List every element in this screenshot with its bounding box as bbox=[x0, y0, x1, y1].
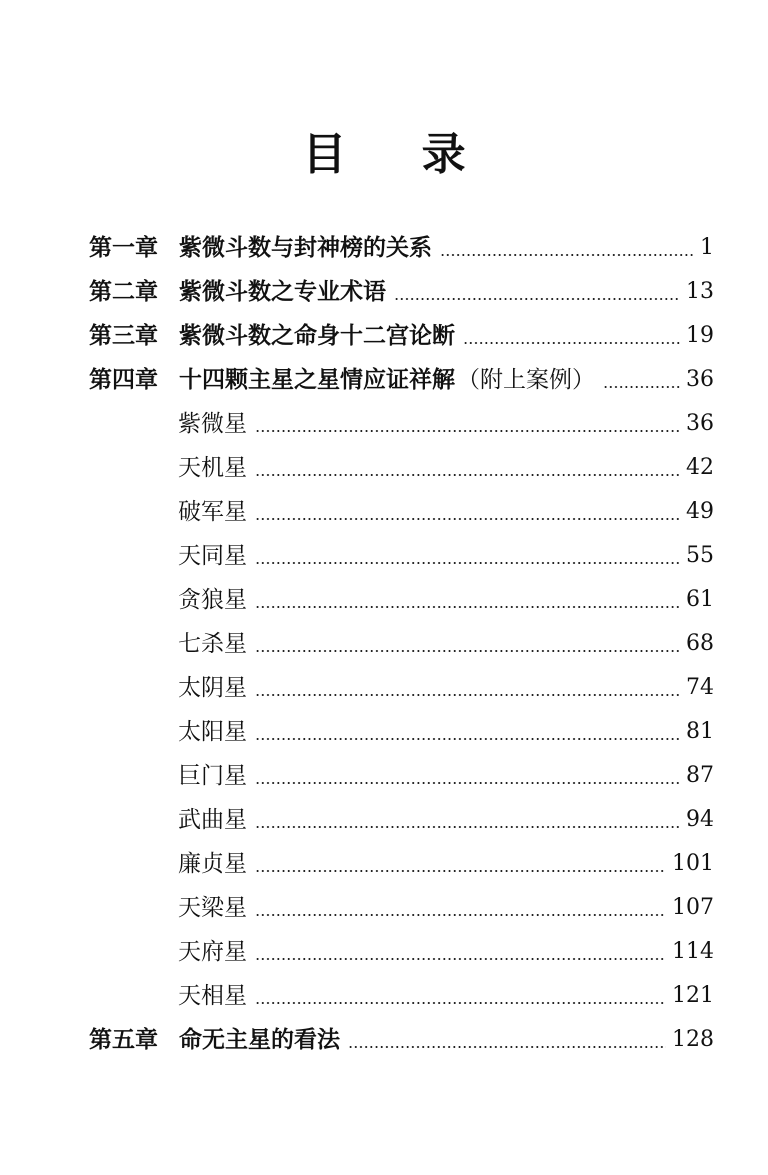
toc-entry-chapter-4[interactable] bbox=[89, 360, 714, 400]
page-number: 36 bbox=[686, 411, 714, 436]
section-title: 太阳星 bbox=[178, 719, 247, 745]
page-number: 94 bbox=[686, 807, 714, 832]
toc-entry-section[interactable] bbox=[178, 492, 714, 532]
section-title: 七杀星 bbox=[178, 631, 247, 657]
toc-entry-section[interactable] bbox=[178, 448, 714, 488]
section-title: 天府星 bbox=[178, 939, 247, 965]
dot-leader bbox=[603, 386, 680, 388]
dot-leader bbox=[255, 870, 666, 872]
section-title: 天相星 bbox=[178, 983, 247, 1009]
section-title: 紫微星 bbox=[178, 411, 247, 437]
chapter-number: 第三章 bbox=[89, 323, 158, 349]
toc-entry-section[interactable] bbox=[178, 712, 714, 752]
page-number: 49 bbox=[686, 499, 714, 524]
dot-leader bbox=[255, 518, 680, 520]
section-title: 天机星 bbox=[178, 455, 247, 481]
toc-entry-section[interactable] bbox=[178, 844, 714, 884]
toc-entry-section[interactable] bbox=[178, 888, 714, 928]
section-title: 破军星 bbox=[178, 499, 247, 525]
chapter-note: （附上案例） bbox=[457, 367, 595, 393]
dot-leader bbox=[255, 474, 680, 476]
section-title: 武曲星 bbox=[178, 807, 247, 833]
dot-leader bbox=[255, 1002, 666, 1004]
page-number: 36 bbox=[686, 367, 714, 392]
section-title: 天梁星 bbox=[178, 895, 247, 921]
chapter-number: 第二章 bbox=[89, 279, 158, 305]
dot-leader bbox=[255, 694, 680, 696]
toc-entry-chapter-3[interactable] bbox=[89, 316, 714, 356]
page-number: 55 bbox=[686, 543, 714, 568]
page-number: 42 bbox=[686, 455, 714, 480]
page-number: 114 bbox=[672, 939, 714, 964]
toc-entry-chapter-2[interactable] bbox=[89, 272, 714, 312]
dot-leader bbox=[255, 650, 680, 652]
dot-leader bbox=[255, 782, 680, 784]
page-number: 13 bbox=[686, 279, 714, 304]
chapter-number: 第四章 bbox=[89, 367, 158, 393]
toc-entry-section[interactable] bbox=[178, 668, 714, 708]
toc-entry-section[interactable] bbox=[178, 404, 714, 444]
page-number: 121 bbox=[672, 983, 714, 1008]
toc-entry-section[interactable] bbox=[178, 624, 714, 664]
page-number: 61 bbox=[686, 587, 714, 612]
toc-entry-section[interactable] bbox=[178, 756, 714, 796]
chapter-title: 十四颗主星之星情应证祥解 bbox=[179, 367, 455, 393]
chapter-title: 命无主星的看法 bbox=[179, 1027, 340, 1053]
section-title: 太阴星 bbox=[178, 675, 247, 701]
dot-leader bbox=[255, 826, 680, 828]
dot-leader bbox=[440, 254, 694, 256]
chapter-number: 第五章 bbox=[89, 1027, 158, 1053]
page-number: 87 bbox=[686, 763, 714, 788]
dot-leader bbox=[463, 342, 680, 344]
dot-leader bbox=[348, 1046, 666, 1048]
page-number: 107 bbox=[672, 895, 714, 920]
chapter-title: 紫微斗数之专业术语 bbox=[179, 279, 386, 305]
page-number: 19 bbox=[686, 323, 714, 348]
dot-leader bbox=[255, 914, 666, 916]
toc-entry-chapter-1[interactable] bbox=[89, 228, 714, 268]
dot-leader bbox=[255, 430, 680, 432]
section-title: 廉贞星 bbox=[178, 851, 247, 877]
page-number: 1 bbox=[700, 235, 714, 260]
chapter-title: 紫微斗数与封神榜的关系 bbox=[179, 235, 432, 261]
page-number: 81 bbox=[686, 719, 714, 744]
page-number: 74 bbox=[686, 675, 714, 700]
chapter-number: 第一章 bbox=[89, 235, 158, 261]
section-title: 贪狼星 bbox=[178, 587, 247, 613]
dot-leader bbox=[255, 562, 680, 564]
toc-entry-chapter-5[interactable] bbox=[89, 1020, 714, 1060]
page-number: 101 bbox=[672, 851, 714, 876]
page-number: 128 bbox=[672, 1027, 714, 1052]
dot-leader bbox=[394, 298, 680, 300]
toc-entry-section[interactable] bbox=[178, 800, 714, 840]
dot-leader bbox=[255, 958, 666, 960]
dot-leader bbox=[255, 738, 680, 740]
toc-entry-section[interactable] bbox=[178, 536, 714, 576]
section-title: 巨门星 bbox=[178, 763, 247, 789]
page-title: 目 录 bbox=[302, 129, 496, 180]
section-title: 天同星 bbox=[178, 543, 247, 569]
toc-entry-section[interactable] bbox=[178, 580, 714, 620]
chapter-title: 紫微斗数之命身十二宫论断 bbox=[179, 323, 455, 349]
toc-entry-section[interactable] bbox=[178, 976, 714, 1016]
dot-leader bbox=[255, 606, 680, 608]
page-number: 68 bbox=[686, 631, 714, 656]
toc-entry-section[interactable] bbox=[178, 932, 714, 972]
